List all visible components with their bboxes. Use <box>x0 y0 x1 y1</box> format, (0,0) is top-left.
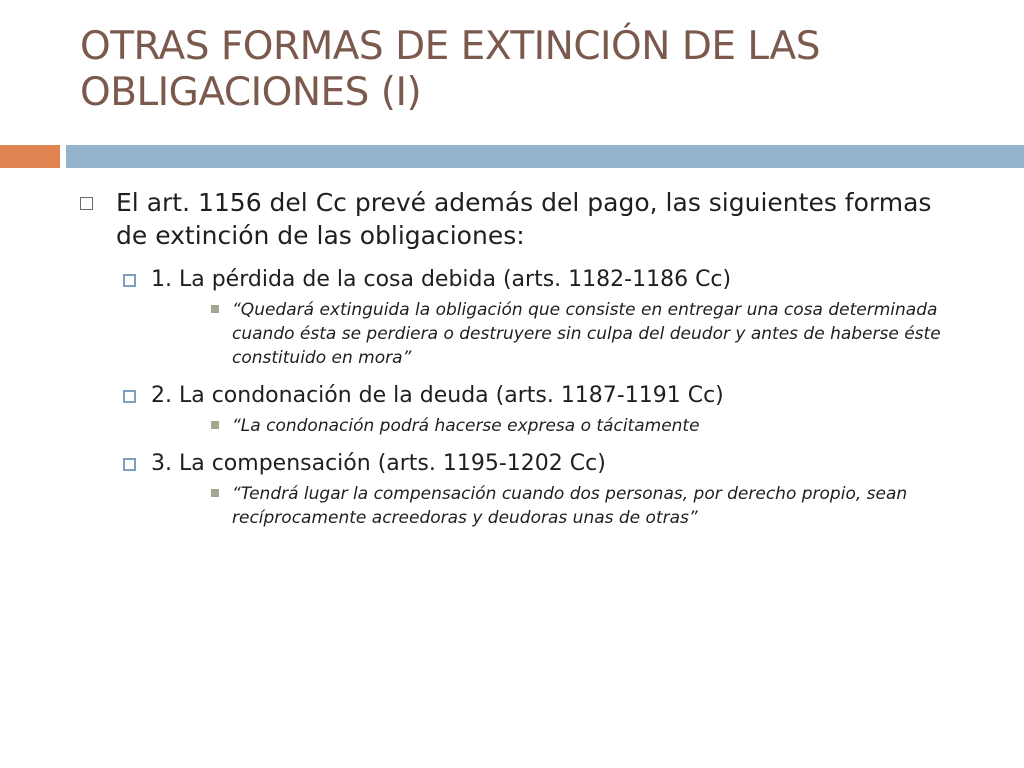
filled-square-bullet-icon <box>211 305 219 313</box>
intro-text: El art. 1156 del Cc prevé además del pago, las siguientes formas de extinción de las obligaciones: <box>116 188 932 250</box>
slide-title-line-2: OBLIGACIONES (I) <box>80 70 422 115</box>
item-2-quote: “La condonación podrá hacerse expresa o tácitamente <box>232 416 700 436</box>
item-3-quote: “Tendrá lugar la compensación cuando dos personas, por derecho propio, sean recíprocamente acreedoras y deudoras unas de otras” <box>232 484 908 528</box>
slide-body <box>0 186 1024 542</box>
bullet-item-3-quote <box>0 482 962 530</box>
bullet-item-2-quote <box>0 414 962 438</box>
bullet-item-2 <box>0 382 971 410</box>
title-divider-accent <box>0 145 60 168</box>
item-3-heading: 3. La compensación (arts. 1195-1202 Cc) <box>151 451 606 476</box>
bullet-intro <box>0 186 956 252</box>
square-bullet-icon <box>123 274 136 287</box>
square-bullet-icon <box>123 390 136 403</box>
bullet-item-1 <box>0 266 971 294</box>
item-2-heading: 2. La condonación de la deuda (arts. 1187-1191 Cc) <box>151 383 724 408</box>
square-bullet-icon <box>123 458 136 471</box>
slide-title-line-1: OTRAS FORMAS DE EXTINCIÓN DE LAS <box>80 24 820 69</box>
filled-square-bullet-icon <box>211 489 219 497</box>
title-divider-bar <box>66 145 1024 168</box>
hollow-square-bullet-icon <box>80 197 93 210</box>
slide-title <box>80 24 980 116</box>
bullet-item-3 <box>0 450 971 478</box>
bullet-item-1-quote <box>0 298 962 370</box>
item-1-heading: 1. La pérdida de la cosa debida (arts. 1182-1186 Cc) <box>151 267 732 292</box>
item-1-quote: “Quedará extinguida la obligación que consiste en entregar una cosa determinada cuando ésta se perdiera o destruyere sin culpa del deudor y antes de haberse éste constituido en mora” <box>232 300 941 368</box>
filled-square-bullet-icon <box>211 421 219 429</box>
